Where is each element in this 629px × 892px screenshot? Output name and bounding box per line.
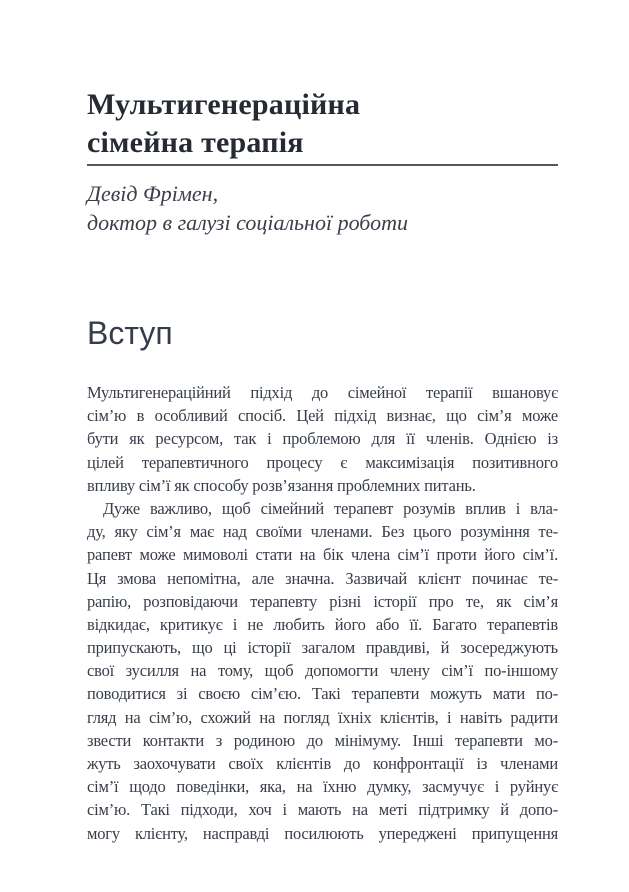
title-divider-rule (87, 164, 558, 166)
text-line: гляд на сім’ю, схожий на погляд їхніх клієнтів, і навіть радити (87, 707, 558, 727)
text-line: впливу сім’ї як способу розв’язання проблемних питань. (87, 475, 476, 495)
text-line: ду, яку сім’я має над своїми членами. Без цього розуміння те- (87, 522, 558, 542)
author-credential: доктор в галузі соціальної роботи (87, 210, 408, 235)
chapter-title-line-1: Мультигенераційна (87, 88, 361, 121)
text-line: бути як ресурсом, так і проблемою для її членів. Однією із (87, 429, 558, 449)
text-line: жуть заохочувати своїх клієнтів до конфронтації із членами (87, 754, 558, 773)
body-text (87, 381, 558, 845)
section-heading-intro: Вступ (87, 315, 173, 351)
text-line: цілей терапевтичного процесу є максимізація позитивного (87, 452, 558, 472)
text-line: могу клієнту, насправді посилюють упереджені припущення (87, 823, 558, 843)
text-line: рапію, розповідаючи терапевту різні історії про те, як сім’я (87, 591, 558, 611)
author-name: Девід Фрімен, (87, 181, 219, 206)
author-block (87, 179, 558, 237)
text-line: Дуже важливо, щоб сімейний терапевт розумів вплив і вла- (103, 498, 558, 518)
text-line: Мультигенераційний підхід до сімейної терапії вшановує (87, 383, 558, 402)
chapter-title (87, 86, 558, 162)
paragraph-1 (87, 381, 558, 497)
chapter-title-line-2: сімейна терапія (87, 126, 304, 159)
text-line: поводитися зі своєю сім’єю. Такі терапевти можуть мати по- (87, 684, 558, 704)
text-line: Ця змова непомітна, але значна. Зазвичай клієнт починає те- (87, 568, 558, 588)
text-line: сім’ю в особливий спосіб. Цей підхід визнає, що сім’я може (87, 406, 558, 426)
text-line: сім’ї щодо поведінки, яка, на їхню думку, засмучує і руйнує (87, 777, 558, 797)
text-line: сім’ю. Такі підходи, хоч і мають на меті підтримку й допо- (87, 800, 558, 820)
text-line: рапевт може мимоволі стати на бік члена сім’ї проти його сім’ї. (87, 545, 558, 565)
text-line: звести контакти з родиною до мінімуму. Інші терапевти мо- (87, 730, 558, 750)
text-line: припускають, що ці історії загалом правдиві, й зосереджують (87, 638, 558, 658)
text-line: свої зусилля на тому, щоб допомогти члену сім’ї по-іншому (87, 661, 558, 681)
paragraph-2 (87, 497, 558, 845)
text-line: відкидає, критикує і не любить його або її. Багато терапевтів (87, 614, 558, 634)
